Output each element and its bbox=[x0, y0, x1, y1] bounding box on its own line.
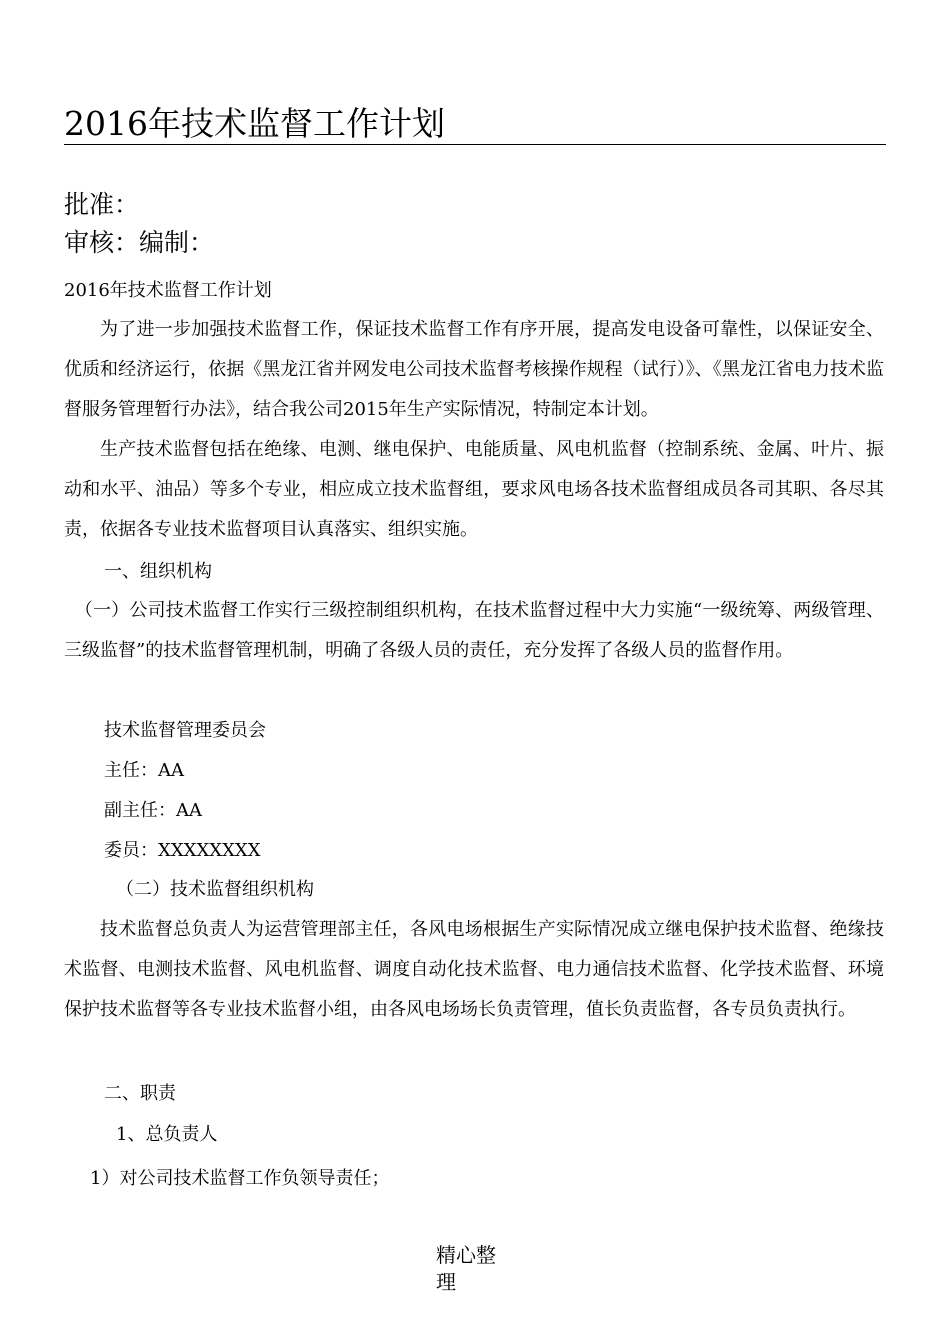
director-line: 主任：AA bbox=[104, 760, 184, 781]
page-footer bbox=[436, 1242, 516, 1296]
review-compile-label: 审核：编制： bbox=[64, 228, 215, 257]
paragraph-three-level bbox=[64, 591, 884, 671]
approve-label: 批准： bbox=[64, 190, 140, 219]
paragraph-structure-text: 技术监督总负责人为运营管理部主任，各风电场根据生产实际情况成立继电保护技术监督、绝缘技术监督、电测技术监督、风电机监督、调度自动化技术监督、电力通信技术监督、化学技术监督、环境保护技术监督等各专业技术监督小组，由各风电场场长负责管理，值长负责监督，各专员负责执行。 bbox=[64, 919, 884, 1020]
paragraph-scope-text: 生产技术监督包括在绝缘、电测、继电保护、电能质量、风电机监督（控制系统、金属、叶片、振动和水平、油品）等多个专业，相应成立技术监督组，要求风电场各技术监督组成员各司其职、各尽其责，依据各专业技术监督项目认真落实、组织实施。 bbox=[64, 439, 884, 540]
paragraph-purpose-text: 为了进一步加强技术监督工作，保证技术监督工作有序开展，提高发电设备可靠性，以保证安全、优质和经济运行，依据《黑龙江省并网发电公司技术监督考核操作规程（试行）》、《黑龙江省电力技术监督服务管理暂行办法》，结合我公司2015年生产实际情况，特制定本计划。 bbox=[64, 319, 884, 420]
committee-name: 技术监督管理委员会 bbox=[104, 720, 266, 741]
section-heading-organization: 一、组织机构 bbox=[104, 561, 212, 582]
item-heading-chief: 1、总负责人 bbox=[116, 1124, 218, 1145]
members-line: 委员：XXXXXXXX bbox=[104, 840, 261, 861]
footer-line-2: 理 bbox=[436, 1270, 456, 1294]
paragraph-three-level-text: （一）公司技术监督工作实行三级控制组织机构，在技术监督过程中大力实施“一级统筹、两级管理、三级监督”的技术监督管理机制，明确了各级人员的责任，充分发挥了各级人员的监督作用。 bbox=[64, 600, 884, 661]
paragraph-scope bbox=[64, 430, 884, 550]
paragraph-purpose bbox=[64, 310, 884, 430]
document-title: 2016年技术监督工作计划 bbox=[64, 104, 886, 145]
paragraph-structure bbox=[64, 910, 884, 1030]
item-chief-duty-1: 1）对公司技术监督工作负领导责任； bbox=[90, 1168, 390, 1189]
subsection-heading-structure: （二）技术监督组织机构 bbox=[116, 879, 314, 900]
document-subtitle: 2016年技术监督工作计划 bbox=[64, 280, 272, 301]
deputy-director-line: 副主任：AA bbox=[104, 800, 202, 821]
section-heading-duties: 二、职责 bbox=[104, 1083, 176, 1104]
footer-line-1: 精心整 bbox=[436, 1243, 496, 1267]
